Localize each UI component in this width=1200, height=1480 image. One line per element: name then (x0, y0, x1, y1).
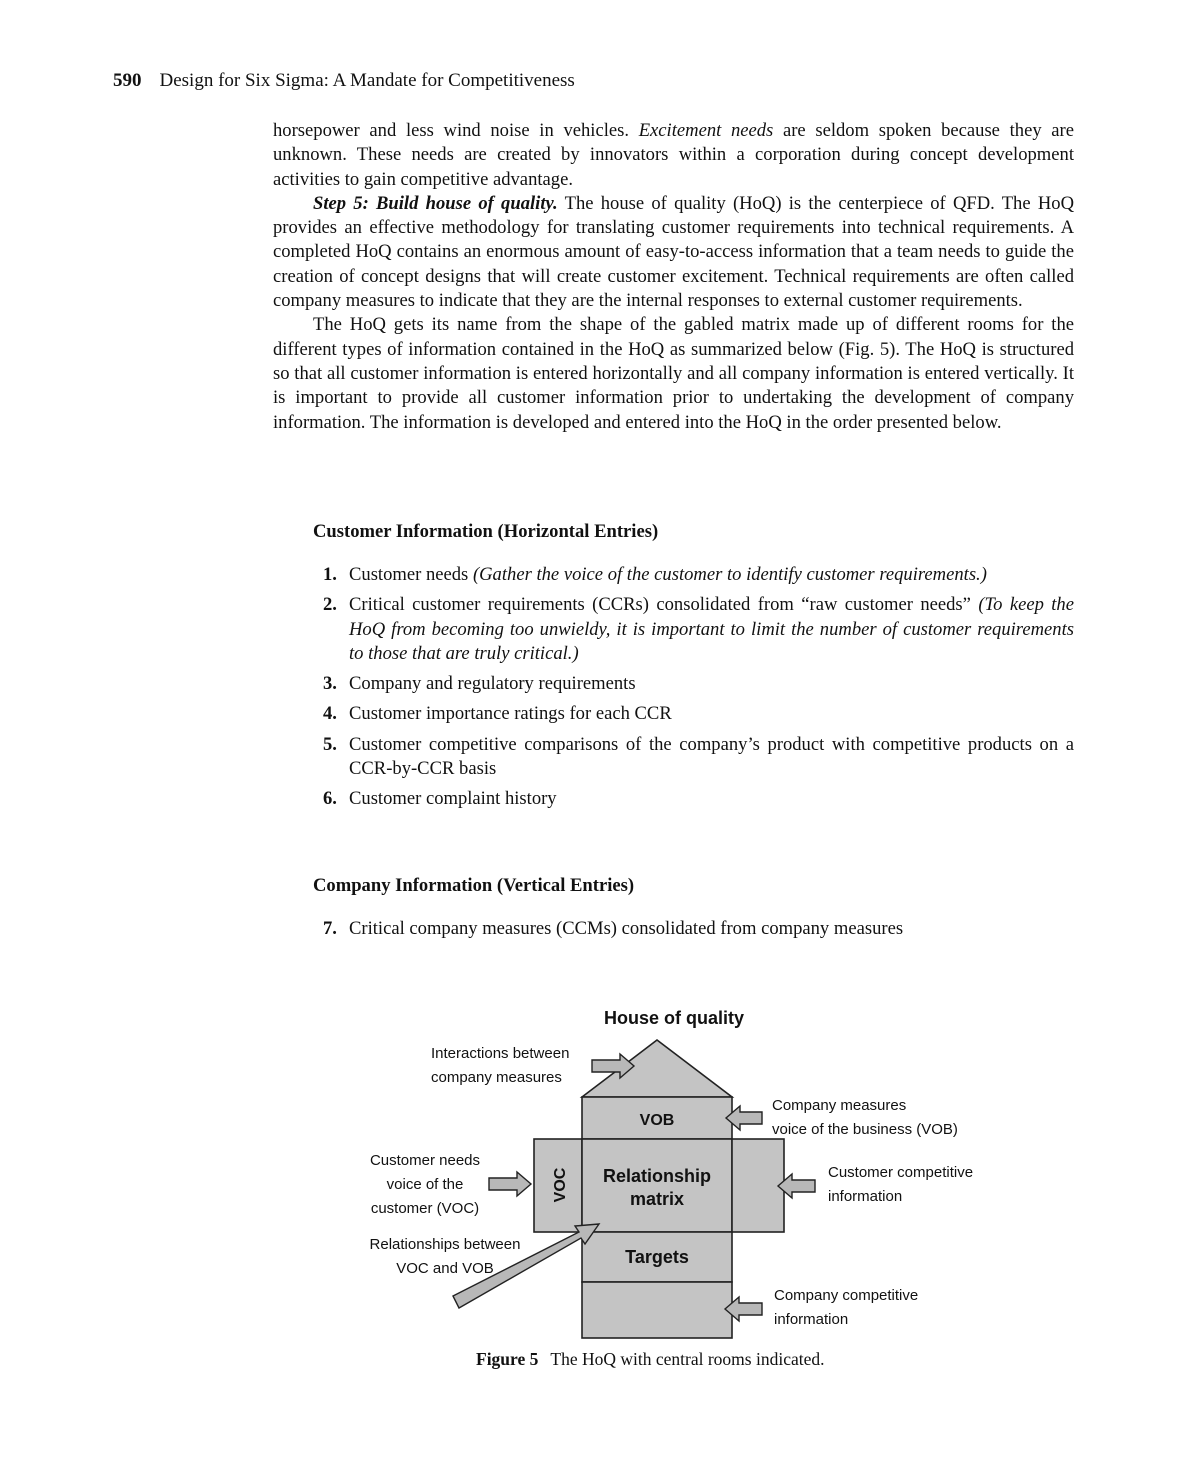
list-item-text: Company and regulatory requirements (349, 673, 636, 695)
relationships-label-2: VOC and VOB (396, 1260, 494, 1277)
list-item-number: 2. (323, 594, 337, 616)
list-item-text: Customer needs (349, 564, 473, 585)
list-item (313, 733, 1074, 782)
relationship-label-2: matrix (629, 1189, 685, 1209)
customer-competitive-label-2: information (828, 1188, 903, 1205)
list-item-text: Critical customer requirements (CCRs) consolidated from “raw customer needs” (349, 594, 979, 616)
paragraph-3: The HoQ gets its name from the shape of the gabled matrix made up of different rooms for the different types of information contained in the HoQ as summarized below (Fig. 5). The HoQ is structured so that all customer information is entered horizontally and all company information is entered vertically. It is important to provide all customer information prior to undertaking the development of company information. The information is developed and entered into the HoQ in the order presented below. (273, 314, 1074, 433)
relationship-label-1: Relationship (602, 1166, 712, 1186)
voc-arrow (489, 1172, 531, 1196)
customer-info-heading: Customer Information (Horizontal Entries) (313, 521, 659, 542)
running-title: Design for Six Sigma: A Mandate for Competitiveness (159, 70, 575, 91)
list-item-number: 5. (323, 733, 337, 755)
p2-text: The house of quality (HoQ) is the centerpiece of QFD. The HoQ provides an effective methodology for translating customer requirements into technical requirements. A completed HoQ contains an enormous amount of easy-to-access information that a team needs to guide the creation of concept designs that will create customer excitement. Technical requirements are often called company measures to indicate that they are the internal responses to external customer requirements. (273, 192, 1074, 312)
page-number: 590 (113, 70, 142, 91)
p1-text-a: horsepower and less wind noise in vehicles. (273, 120, 639, 141)
relationships-label-1: Relationships between (369, 1236, 521, 1253)
figure-caption-text: The HoQ with central rooms indicated. (550, 1349, 825, 1369)
figure-label: Figure 5 (476, 1349, 539, 1369)
interactions-label-2: company measures (431, 1069, 562, 1086)
p1-italic-term: Excitement needs (638, 120, 774, 141)
vob-label: VOB (639, 1112, 675, 1129)
p1-text-b: are seldom spoken because they are unknown. These needs are created by innovators within a corporation during concept development activities to gain competitive advantage. (273, 120, 1074, 190)
list-item (313, 702, 1074, 726)
list-item-text: Customer importance ratings for each CCR (349, 703, 672, 725)
list-item-text: Critical company measures (CCMs) consolidated from company measures (349, 918, 904, 939)
customer-needs-label-3: customer (VOC) (370, 1200, 480, 1217)
targets-label: Targets (625, 1247, 689, 1267)
list-item-number: 6. (323, 788, 337, 810)
list-item (313, 787, 1074, 811)
list-item-number: 4. (323, 703, 337, 725)
figure-title: House of quality (603, 1008, 745, 1028)
hoq-diagram (355, 1000, 995, 1350)
customer-info-list (313, 563, 1074, 818)
company-info-heading: Company Information (Vertical Entries) (313, 875, 635, 896)
company-info-list (313, 917, 1074, 947)
list-item (313, 593, 1074, 666)
body-text (273, 119, 1074, 435)
company-competitive-label-2: information (774, 1311, 849, 1328)
list-item-number: 1. (323, 564, 337, 585)
company-competitive-room (582, 1282, 732, 1338)
figure-caption (476, 1349, 824, 1370)
list-item-number: 7. (323, 918, 337, 939)
list-item-text: Customer competitive comparisons of the company’s product with competitive products on a CCR-by-CCR basis (349, 733, 1074, 780)
list-item (313, 563, 1074, 587)
voc-label: VOC (552, 1167, 569, 1203)
list-item (313, 672, 1074, 696)
list-item-text: Customer complaint history (349, 788, 557, 810)
customer-needs-label-2: voice of the (386, 1176, 464, 1193)
company-measures-label-1: Company measures (772, 1097, 907, 1114)
customer-competitive-label-1: Customer competitive (828, 1164, 974, 1181)
customer-needs-label-1: Customer needs (369, 1152, 481, 1169)
list-item-number: 3. (323, 673, 337, 695)
company-measures-label-2: voice of the business (VOB) (772, 1121, 958, 1138)
company-competitive-label-1: Company competitive (774, 1287, 919, 1304)
list-item-note: (Gather the voice of the customer to identify customer requirements.) (472, 564, 987, 585)
customer-competitive-room (732, 1139, 784, 1232)
step-5-lead: Step 5: Build house of quality. (313, 192, 558, 214)
list-item (313, 917, 1074, 941)
interactions-label-1: Interactions between (431, 1045, 570, 1062)
list-item-note: (To keep the HoQ from becoming too unwieldy, it is important to limit the number of customer requirements to those that are truly critical.) (349, 594, 1074, 664)
paragraph-1 (273, 119, 1074, 192)
paragraph-2 (273, 192, 1074, 313)
house-of-quality-figure (355, 1000, 995, 1350)
running-head (113, 70, 575, 92)
